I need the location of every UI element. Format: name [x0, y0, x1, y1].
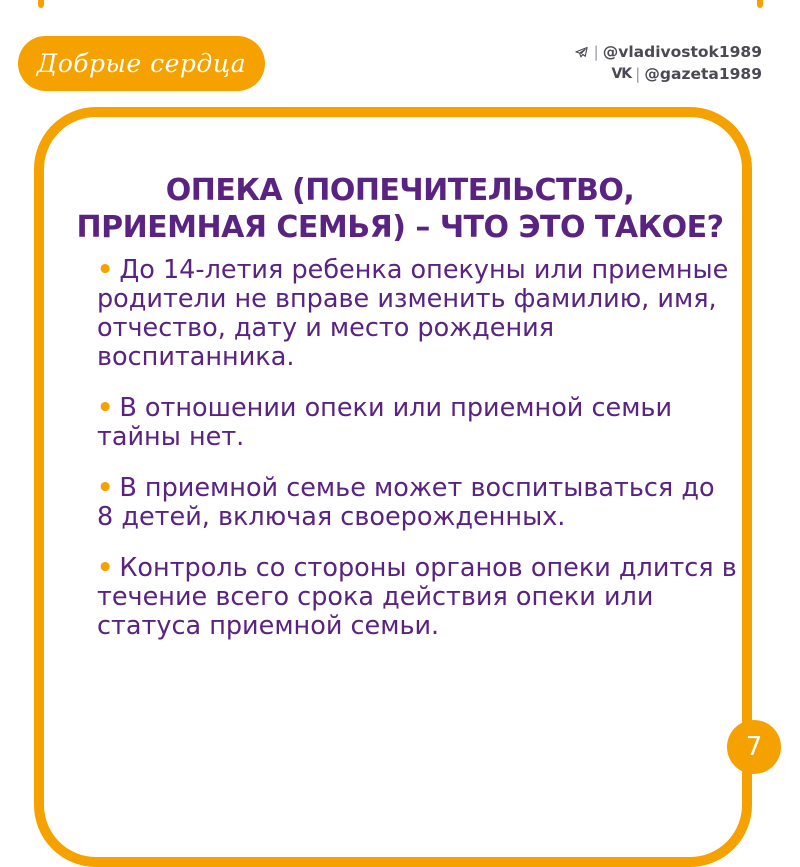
- title-line-1: ОПЕКА (ПОПЕЧИТЕЛЬСТВО,: [165, 173, 635, 208]
- bullet-text: Контроль со стороны органов опеки длится в течение всего срока действия опеки или статуса приемной семьи.: [97, 553, 737, 641]
- bullet-item: [97, 554, 737, 641]
- bullet-marker: •: [97, 393, 114, 423]
- social-links: [574, 41, 762, 85]
- vk-handle: @gazeta1989: [644, 65, 762, 83]
- bullet-marker: •: [97, 255, 114, 285]
- bullet-item: [97, 256, 737, 372]
- telegram-icon: [574, 45, 589, 60]
- vk-link[interactable]: [574, 63, 762, 85]
- bullet-text: В отношении опеки или приемной семьи тайны нет.: [97, 393, 673, 452]
- separator: |: [593, 43, 599, 61]
- page-number-badge: [727, 720, 781, 774]
- brand-badge: [18, 36, 265, 91]
- bullet-list: [97, 256, 737, 663]
- vk-icon: VK: [611, 66, 632, 82]
- bullet-item: [97, 474, 737, 532]
- telegram-link[interactable]: [574, 41, 762, 63]
- bullet-text: В приемной семье может воспитываться до 8 детей, включая своерожденных.: [97, 473, 715, 532]
- bullet-item: [97, 394, 737, 452]
- page-number: 7: [745, 732, 763, 762]
- telegram-handle: @vladivostok1989: [602, 43, 762, 61]
- corner-accent-right: [757, 0, 763, 8]
- bullet-marker: •: [97, 473, 114, 503]
- bullet-text: До 14-летия ребенка опекуны или приемные родители не вправе изменить фамилию, имя, отчество, дату и место рождения воспитанника.: [97, 255, 729, 372]
- page-title: [30, 172, 770, 246]
- corner-accent-left: [38, 0, 44, 8]
- title-line-2: ПРИЕМНАЯ СЕМЬЯ) – ЧТО ЭТО ТАКОЕ?: [76, 210, 724, 245]
- separator: |: [635, 65, 641, 83]
- brand-badge-text: Добрые сердца: [36, 49, 247, 78]
- bullet-marker: •: [97, 553, 114, 583]
